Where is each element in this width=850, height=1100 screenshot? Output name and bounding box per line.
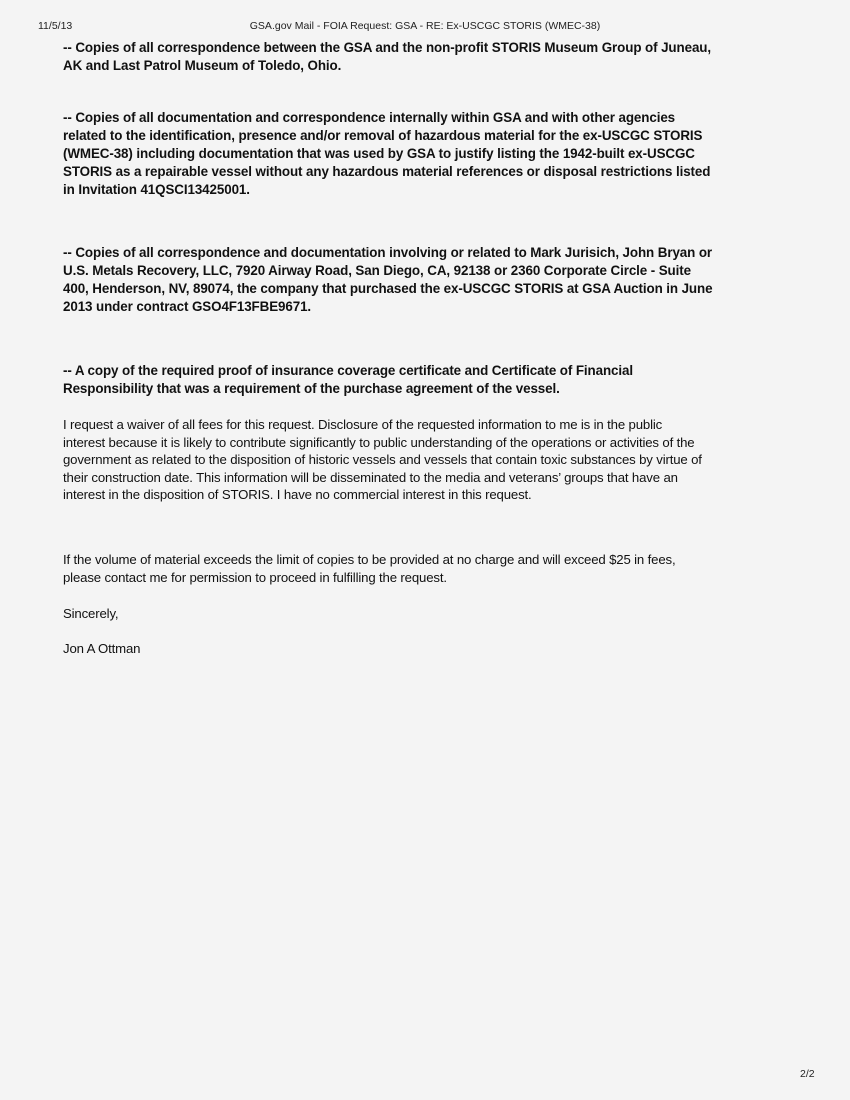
text-line: in Invitation 41QSCI13425001. xyxy=(63,181,250,197)
signature-name xyxy=(63,640,803,658)
text-line: interest in the disposition of STORIS. I have no commercial interest in this request. xyxy=(63,487,532,503)
request-item-purchaser-correspondence xyxy=(63,244,803,316)
text-line: (WMEC-38) including documentation that was used by GSA to justify listing the 1942-built ex-USCGC xyxy=(63,145,695,161)
text-line: 2013 under contract GSO4F13FBE9671. xyxy=(63,298,312,314)
print-title: GSA.gov Mail - FOIA Request: GSA - RE: Ex-USCGC STORIS (WMEC-38) xyxy=(249,20,601,32)
text-line: government as related to the disposition of historic vessels and vessels that contain toxic substances by virtue of xyxy=(63,452,702,468)
text-line: -- Copies of all correspondence and documentation involving or related to Mark Jurisich, John Bryan or xyxy=(63,245,713,260)
text-line: Jon A Ottman xyxy=(63,641,141,656)
print-date: 11/5/13 xyxy=(38,20,73,32)
text-line: interest because it is likely to contribute significantly to public understanding of the operations or activities of the xyxy=(63,434,695,450)
text-line: Sincerely, xyxy=(63,606,119,621)
closing xyxy=(63,605,803,623)
text-line: Responsibility that was a requirement of the purchase agreement of the vessel. xyxy=(63,380,560,396)
request-item-insurance xyxy=(63,362,803,398)
text-line: -- Copies of all correspondence between the GSA and the non-profit STORIS Museum Group of Juneau, xyxy=(63,40,711,55)
text-line: their construction date. This information will be disseminated to the media and veterans’ groups that have an xyxy=(63,469,678,485)
request-item-hazardous-material xyxy=(63,109,803,199)
text-line: 400, Henderson, NV, 89074, the company that purchased the ex-USCGC STORIS at GSA Auction in June xyxy=(63,280,713,296)
text-line: -- A copy of the required proof of insurance coverage certificate and Certificate of Financial xyxy=(63,363,633,378)
fee-limit-paragraph xyxy=(63,551,803,586)
request-item-museum-correspondence xyxy=(63,39,803,75)
text-line: AK and Last Patrol Museum of Toledo, Ohio. xyxy=(63,57,342,73)
page-number: 2/2 xyxy=(800,1068,815,1080)
text-line: please contact me for permission to proceed in fulfilling the request. xyxy=(63,569,447,585)
text-line: If the volume of material exceeds the limit of copies to be provided at no charge and will exceed $25 in fees, xyxy=(63,552,676,567)
text-line: -- Copies of all documentation and correspondence internally within GSA and with other agencies xyxy=(63,110,676,125)
fee-waiver-paragraph xyxy=(63,416,803,504)
text-line: U.S. Metals Recovery, LLC, 7920 Airway Road, San Diego, CA, 92138 or 2360 Corporate Circle - Suite xyxy=(63,262,691,278)
text-line: I request a waiver of all fees for this request. Disclosure of the requested information to me is in the public xyxy=(63,417,663,432)
text-line: STORIS as a repairable vessel without any hazardous material references or disposal restrictions listed xyxy=(63,163,711,179)
text-line: related to the identification, presence and/or removal of hazardous material for the ex-USCGC STORIS xyxy=(63,127,703,143)
